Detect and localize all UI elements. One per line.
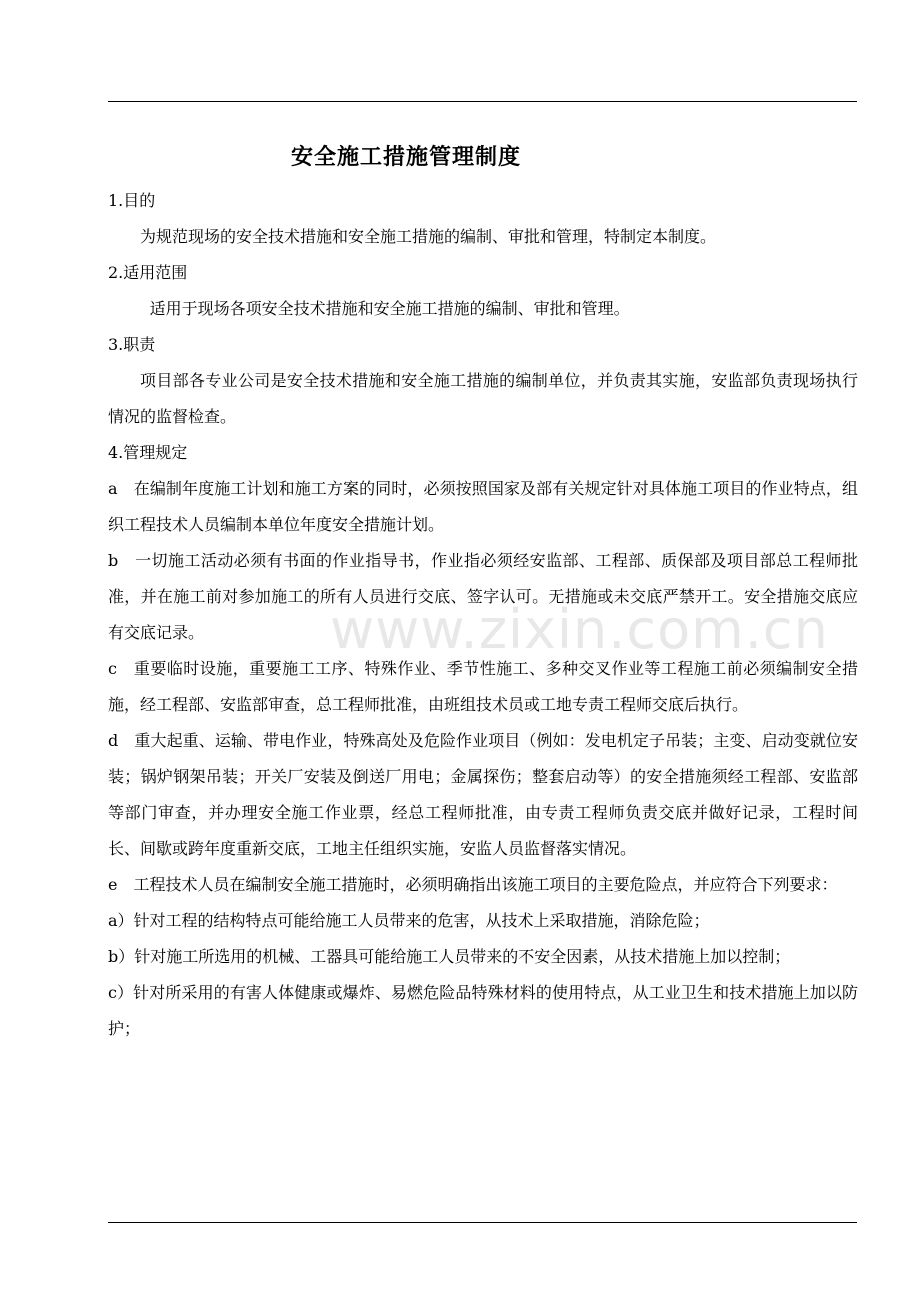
rule-item-e: e 工程技术人员在编制安全施工措施时，必须明确指出该施工项目的主要危险点，并应符合下列要求： (108, 875, 838, 894)
section-body-duties: 项目部各专业公司是安全技术措施和安全施工措施的编制单位，并负责其实施，安监部负责现场执行情况的监督检查。 (108, 371, 858, 426)
section-body-purpose: 为规范现场的安全技术措施和安全施工措施的编制、审批和管理，特制定本制度。 (140, 227, 717, 246)
requirement-item-a: a）针对工程的结构特点可能给施工人员带来的危害，从技术上采取措施，消除危险； (108, 911, 710, 930)
document-title: 安全施工措施管理制度 (290, 144, 521, 170)
document-body (108, 183, 858, 1047)
header-rule (108, 101, 857, 102)
rule-item-c: c 重要临时设施，重要施工工序、特殊作业、季节性施工、多种交叉作业等工程施工前必须编制安全措施，经工程部、安监部审查，总工程师批准，由班组技术员或工地专责工程师交底后执行。 (108, 659, 858, 714)
rule-item-a: a 在编制年度施工计划和施工方案的同时，必须按照国家及部有关规定针对具体施工项目的作业特点，组织工程技术人员编制本单位年度安全措施计划。 (108, 479, 858, 534)
section-heading-duties: 3.职责 (108, 335, 156, 354)
rule-item-b: b 一切施工活动必须有书面的作业指导书，作业指必须经安监部、工程部、质保部及项目部总工程师批准，并在施工前对参加施工的所有人员进行交底、签字认可。无措施或未交底严禁开工。安全措施交底应有交底记录。 (108, 551, 858, 642)
rule-item-d: d 重大起重、运输、带电作业，特殊高处及危险作业项目（例如：发电机定子吊装；主变、启动变就位安装；锅炉钢架吊装；开关厂安装及倒送厂用电；金属探伤；整套启动等）的安全措施须经工程部、安监部等部门审查，并办理安全施工作业票，经总工程师批准，由专责工程师负责交底并做好记录，工程时间长、间歇或跨年度重新交底，工地主任组织实施，安监人员监督落实情况。 (108, 731, 858, 858)
section-heading-scope: 2.适用范围 (108, 263, 188, 282)
section-heading-purpose: 1.目的 (108, 191, 156, 210)
section-heading-rules: 4.管理规定 (108, 443, 188, 462)
footer-rule (108, 1222, 857, 1223)
requirement-item-b: b）针对施工所选用的机械、工器具可能给施工人员带来的不安全因素，从技术措施上加以控制； (108, 947, 791, 966)
requirement-item-c: c）针对所采用的有害人体健康或爆炸、易燃危险品特殊材料的使用特点，从工业卫生和技术措施上加以防护； (108, 983, 858, 1038)
watermark-text: www.zixin.com.cn (330, 598, 829, 661)
section-body-scope: 适用于现场各项安全技术措施和安全施工措施的编制、审批和管理。 (149, 299, 630, 318)
